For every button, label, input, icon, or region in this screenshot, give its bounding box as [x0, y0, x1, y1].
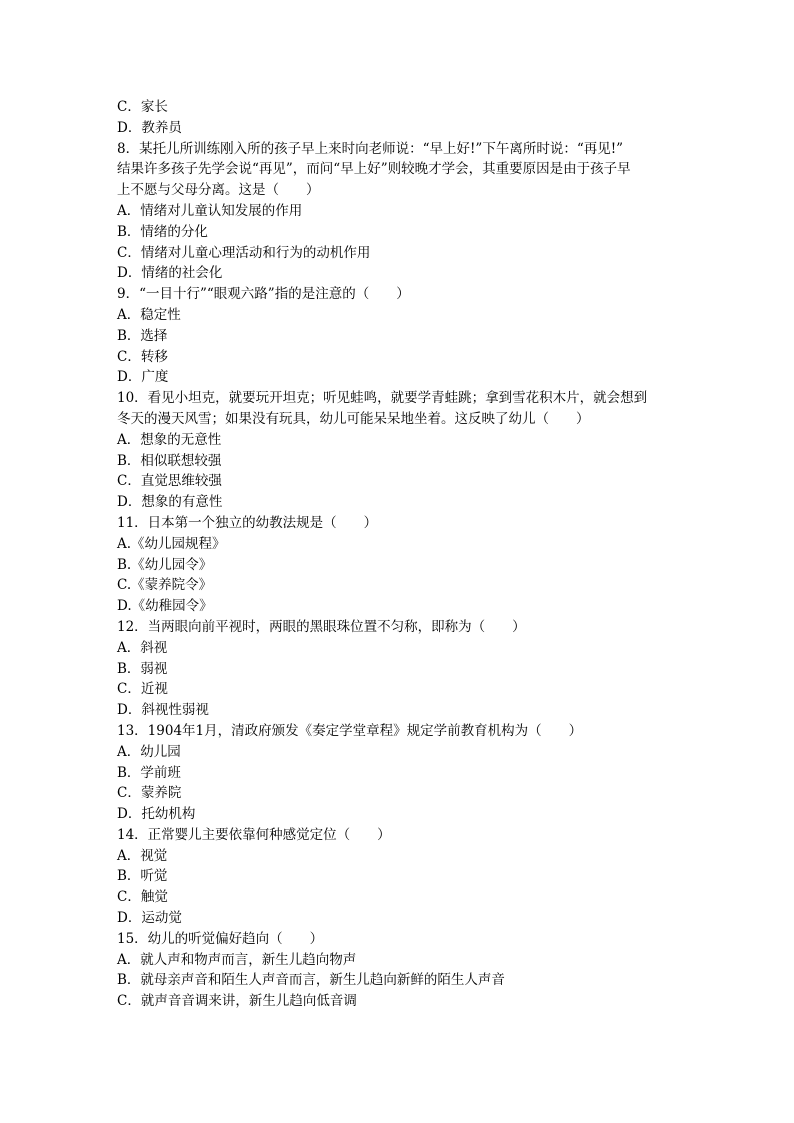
option-text: B．听觉	[117, 868, 168, 885]
option-text: D．斜视性弱视	[117, 702, 209, 719]
option-text: D．想象的有意性	[117, 494, 223, 511]
option-text: C．触觉	[117, 889, 168, 906]
question-text: 12．当两眼向前平视时，两眼的黑眼珠位置不匀称，即称为（ ）	[117, 618, 526, 635]
question-text: 9．“一目十行”“眼观六路”指的是注意的（ ）	[117, 286, 410, 303]
option-text: B．相似联想较强	[117, 452, 222, 469]
option-text: C．就声音音调来讲，新生儿趋向低音调	[117, 993, 357, 1010]
option-text: B.《幼儿园令》	[117, 556, 213, 573]
option-text: A．斜视	[117, 639, 168, 656]
option-text: A．情绪对儿童认知发展的作用	[117, 202, 303, 219]
question-text: 结果许多孩子先学会说“再见”，而问“早上好”则较晚才学会，其重要原因是由于孩子早	[117, 161, 631, 178]
option-text: A.《幼儿园规程》	[117, 535, 226, 552]
option-text: D．教养员	[117, 119, 182, 136]
option-text: C．转移	[117, 348, 168, 365]
option-text: C．家长	[117, 99, 168, 115]
option-text: D.《幼稚园令》	[117, 598, 213, 615]
option-text: A．幼儿园	[117, 743, 181, 760]
option-text: B．就母亲声音和陌生人声音而言，新生儿趋向新鲜的陌生人声音	[117, 972, 505, 989]
option-text: B．学前班	[117, 764, 181, 781]
option-text: D．托幼机构	[117, 806, 196, 823]
option-text: C.《蒙养院令》	[117, 577, 213, 594]
option-text: C．情绪对儿童心理活动和行为的动机作用	[117, 244, 371, 261]
question-text: 11．日本第一个独立的幼教法规是（ ）	[117, 514, 378, 531]
option-text: B．选择	[117, 327, 168, 344]
option-text: A．视觉	[117, 847, 168, 864]
question-text: 8．某托儿所训练刚入所的孩子早上来时向老师说：“早上好!”下午离所时说：“再见!”	[117, 140, 624, 157]
option-text: B．情绪的分化	[117, 223, 208, 240]
option-text: C．蒙养院	[117, 785, 182, 802]
question-text: 10．看见小坦克，就要玩开坦克；听见蛙鸣，就要学青蛙跳；拿到雪花积木片，就会想到	[117, 390, 648, 407]
question-text: 14．正常婴儿主要依靠何种感觉定位（ ）	[117, 826, 391, 843]
option-text: D．情绪的社会化	[117, 265, 223, 282]
question-text: 13．1904年1月，清政府颁发《奏定学堂章程》规定学前教育机构为（ ）	[117, 722, 583, 739]
question-text: 上不愿与父母分离。这是（ ）	[117, 182, 320, 199]
option-text: A．稳定性	[117, 306, 181, 323]
option-text: C．直觉思维较强	[117, 473, 222, 490]
option-text: D．广度	[117, 369, 169, 386]
document-page	[117, 97, 677, 1012]
option-text: A．想象的无意性	[117, 431, 222, 448]
question-text: 15．幼儿的听觉偏好趋向（ ）	[117, 930, 324, 947]
option-text: B．弱视	[117, 660, 168, 677]
question-text: 冬天的漫天风雪；如果没有玩具，幼儿可能呆呆地坐着。这反映了幼儿（ ）	[117, 410, 590, 427]
option-text: A．就人声和物声而言，新生儿趋向物声	[117, 951, 357, 968]
option-text: D．运动觉	[117, 910, 182, 927]
option-text: C．近视	[117, 681, 168, 698]
